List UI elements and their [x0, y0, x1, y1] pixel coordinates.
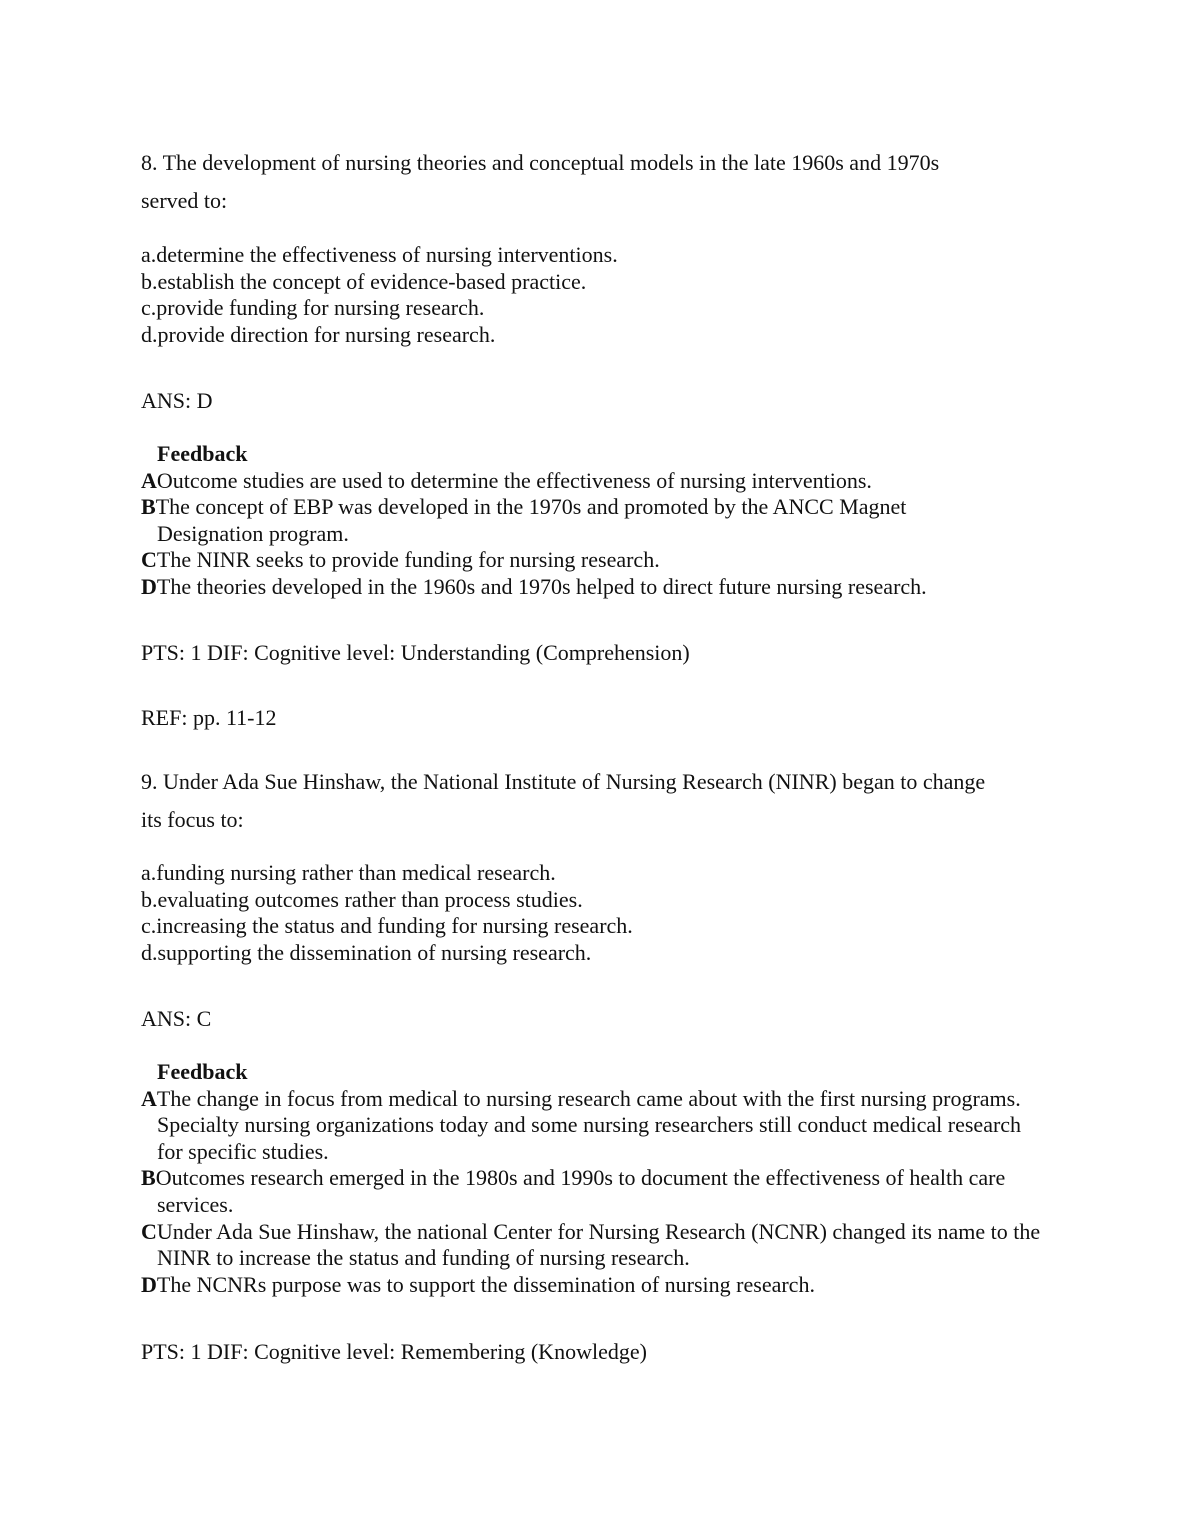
question-9-pts-dif: PTS: 1 DIF: Cognitive level: Remembering (Knowledge)	[141, 1339, 647, 1364]
feedback-item-b: BThe concept of EBP was developed in the 1970s and promoted by the ANCC Magnet Designation program.	[141, 494, 907, 546]
option-b: b.establish the concept of evidence-based practice.	[141, 268, 587, 294]
option-d: d.provide direction for nursing research.	[141, 321, 496, 347]
question-8-answer: ANS: D	[141, 388, 213, 413]
option-c: c.increasing the status and funding for nursing research.	[141, 913, 633, 939]
option-b: b.evaluating outcomes rather than process studies.	[141, 886, 583, 912]
option-a: a.determine the effectiveness of nursing interventions.	[141, 242, 618, 267]
option-c: c.provide funding for nursing research.	[141, 295, 485, 321]
feedback-heading: Feedback	[157, 441, 248, 466]
question-8-pts-dif: PTS: 1 DIF: Cognitive level: Understanding (Comprehension)	[141, 640, 690, 665]
feedback-item-c: CThe NINR seeks to provide funding for nursing research.	[141, 547, 660, 573]
question-9-answer: ANS: C	[141, 1006, 212, 1031]
feedback-item-b: BOutcomes research emerged in the 1980s and 1990s to document the effectiveness of health care services.	[141, 1165, 1006, 1217]
question-8-ref: REF: pp. 11-12	[141, 705, 277, 730]
question-8-stem: 8. The development of nursing theories and conceptual models in the late 1960s and 1970s served to:	[141, 150, 940, 213]
feedback-item-c: CUnder Ada Sue Hinshaw, the national Center for Nursing Research (NCNR) changed its name to the NINR to increase the status and funding of nursing research.	[141, 1218, 1041, 1271]
feedback-item-a: AOutcome studies are used to determine the effectiveness of nursing interventions.	[141, 467, 872, 493]
feedback-item-a: AThe change in focus from medical to nursing research came about with the first nursing programs. Specialty nursing organizations today and some nursing researchers still conduct medical research for specific studies.	[141, 1085, 1022, 1164]
question-9-stem: 9. Under Ada Sue Hinshaw, the National Institute of Nursing Research (NINR) began to change its focus to:	[141, 769, 986, 832]
feedback-heading: Feedback	[157, 1059, 248, 1084]
feedback-item-d: DThe theories developed in the 1960s and 1970s helped to direct future nursing research.	[141, 573, 927, 599]
feedback-item-d: DThe NCNRs purpose was to support the dissemination of nursing research.	[141, 1271, 815, 1297]
question-9-options	[141, 860, 633, 966]
question-8-options	[141, 242, 618, 348]
option-a: a.funding nursing rather than medical research.	[141, 860, 556, 885]
question-8	[141, 144, 939, 220]
option-d: d.supporting the dissemination of nursing research.	[141, 939, 592, 965]
question-9	[141, 763, 985, 839]
question-8-feedback	[141, 441, 1001, 601]
question-9-feedback	[141, 1059, 1041, 1298]
